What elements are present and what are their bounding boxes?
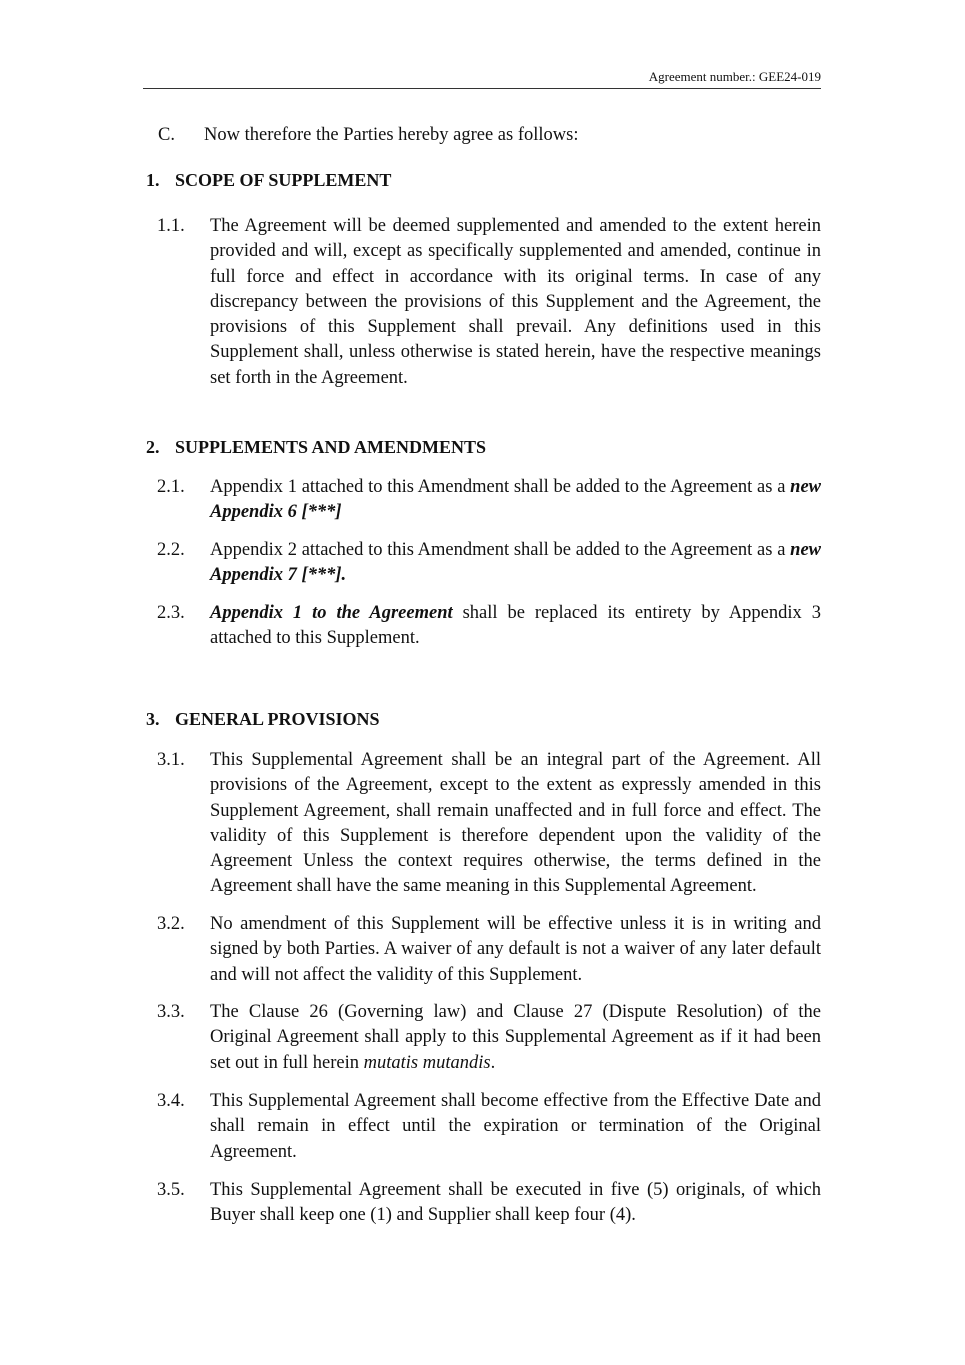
intro-label: C. <box>158 125 175 145</box>
clause-2-3 <box>157 601 821 652</box>
clause-text: This Supplemental Agreement shall become effective from the Effective Date and shall remain in effect until the expiration or termination of the Original Agreement. <box>210 1091 821 1162</box>
intro-text: Now therefore the Parties hereby agree as follows: <box>204 125 579 145</box>
clause-text <box>210 1000 821 1076</box>
section-heading-general <box>146 709 380 730</box>
section-heading-scope <box>146 170 391 191</box>
clause-emphasis: new Appendix 6 [***] <box>210 477 821 523</box>
clause-3-1 <box>157 748 821 900</box>
clause-3-3 <box>157 1000 821 1076</box>
clause-end: . <box>490 1052 496 1073</box>
clause-2-2 <box>157 538 821 589</box>
clause-number: 3.2. <box>157 914 185 934</box>
clause-3-5 <box>157 1178 821 1229</box>
clause-number: 3.1. <box>157 750 185 770</box>
section-number: 1. <box>146 170 160 190</box>
agreement-number: Agreement number.: GEE24-019 <box>648 69 821 84</box>
clause-body: The Clause 26 (Governing law) and Clause 27 (Dispute Resolution) of the Original Agreement shall apply to this Supplemental Agreement as if it had been set out in full herein <box>210 1002 821 1073</box>
clause-number: 3.5. <box>157 1180 185 1200</box>
section-title: SCOPE OF SUPPLEMENT <box>175 170 392 190</box>
clause-text: No amendment of this Supplement will be effective unless it is in writing and signed by both Parties. A waiver of any default is not a waiver of any later default and will not affect the validity of this Supplement. <box>210 914 821 985</box>
clause-text <box>210 475 821 526</box>
clause-number: 3.4. <box>157 1091 185 1111</box>
section-number: 3. <box>146 709 160 729</box>
clause-body: Appendix 1 attached to this Amendment shall be added to the Agreement as a <box>210 477 791 497</box>
clause-emphasis: Appendix 1 to the Agreement <box>210 603 453 623</box>
clause-text <box>210 601 821 652</box>
clause-number: 2.3. <box>157 603 185 623</box>
clause-number: 3.3. <box>157 1002 185 1022</box>
page-header <box>143 70 821 89</box>
clause-3-2 <box>157 912 821 988</box>
clause-text: The Agreement will be deemed supplemented and amended to the extent herein provided and will, except as specifically supplemented and amended, continue in full force and effect in accordance with its original terms. In case of any discrepancy between the provisions of this Supplement and the Agreement, the provisions of this Supplement shall prevail. Any definitions used in this Supplement shall, unless otherwise is stated herein, have the respective meanings set forth in the Agreement. <box>210 216 821 388</box>
clause-text: This Supplemental Agreement shall be executed in five (5) originals, of which Buyer shall keep one (1) and Supplier shall keep four (4). <box>210 1180 821 1226</box>
section-title: GENERAL PROVISIONS <box>175 709 380 729</box>
clause-1-1 <box>157 214 821 391</box>
section-heading-supplements <box>146 437 486 458</box>
section-title: SUPPLEMENTS AND AMENDMENTS <box>175 437 487 457</box>
clause-number: 2.2. <box>157 540 185 560</box>
intro-paragraph <box>158 125 578 146</box>
section-number: 2. <box>146 437 160 457</box>
clause-body: shall be replaced its entirety by Appendix 3 attached to this Supplement. <box>210 603 821 649</box>
clause-3-4 <box>157 1089 821 1165</box>
clause-number: 1.1. <box>157 216 185 236</box>
clause-text: This Supplemental Agreement shall be an integral part of the Agreement. All provisions of the Agreement, except to the extent as expressly amended in this Supplement Agreement, shall remain unaffected and in full force and effect. The validity of this Supplement is therefore dependent upon the validity of the Agreement Unless the context requires otherwise, the terms defined in the Agreement shall have the same meaning in this Supplemental Agreement. <box>210 750 821 897</box>
clause-text <box>210 538 821 589</box>
clause-2-1 <box>157 475 821 526</box>
clause-number: 2.1. <box>157 477 185 497</box>
clause-emphasis: new Appendix 7 [***]. <box>210 540 821 586</box>
clause-body: Appendix 2 attached to this Amendment shall be added to the Agreement as a <box>210 540 791 560</box>
clause-emphasis: mutatis mutandis <box>363 1052 491 1073</box>
